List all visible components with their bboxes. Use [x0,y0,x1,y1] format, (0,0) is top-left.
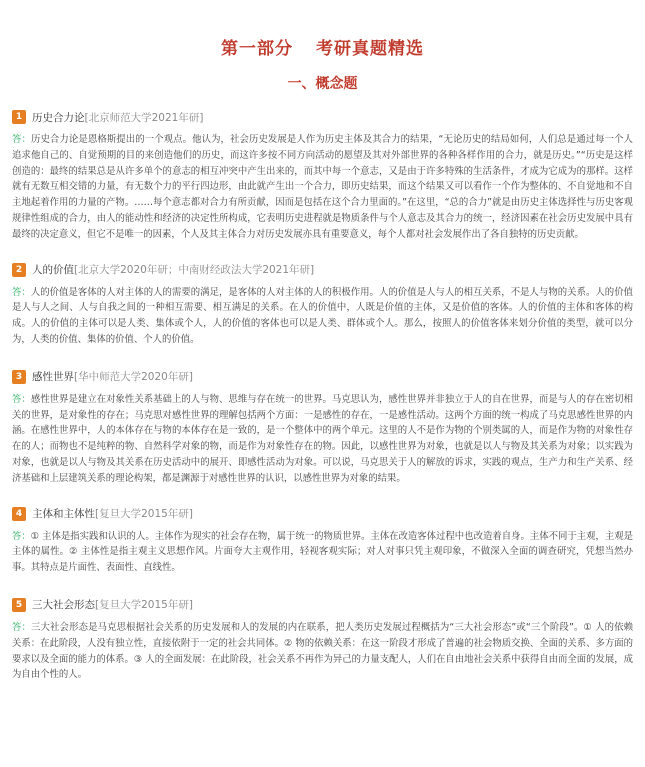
part-name: 考研真题精选 [315,39,424,59]
item-number-badge: 3 [12,370,26,384]
concept-term: 历史合力论 [32,111,85,124]
section-title: 一、概念题 [287,76,358,92]
concept-heading [12,108,633,126]
answer-label: 答： [12,530,31,542]
answer-label: 答： [12,134,31,145]
concept-term: 人的价值 [32,264,74,277]
item-number-badge: 5 [12,598,26,612]
exam-source: [北京大学2020年研；中南财经政法大学2021年研] [74,264,315,277]
concept-term: 三大社会形态 [32,599,95,612]
item-number-badge: 2 [12,263,26,277]
exam-source: [北京师范大学2021年研] [84,111,204,124]
concept-item [12,368,633,487]
answer-text: 三大社会形态是马克思根据社会关系的历史发展和人的发展的内在联系，把人类历史发展过程概括为“三大社会形态”或“三个阶段”。① 人的依赖关系：在此阶段，人没有独立性，直接依附于一定的社会共同体。② 物的依赖关系：在这一阶段才形成了普遍的社会物质交换、全面的关系、多方面的要求以及全面的能力的体系。③ 人的全面发展：在此阶段，社会关系不再作为异己的力量支配人，人们在自由地社会关系中获得自由而全面的发展，成为自由个性的人。 [12,621,633,681]
concept-term: 感性世界 [32,371,74,384]
concept-heading [12,261,633,279]
concept-heading [12,505,633,523]
concept-term: 主体和主体性 [32,508,95,521]
answer-text: 感性世界是建立在对象性关系基础上的人与物、思维与存在统一的世界。马克思认为，感性世界并非独立于人的自在世界，而是与人的存在密切相关的世界，是对象性的存在；马克思对感性世界的理解包括两个方面：一是感性的存在，一是感性活动。这两个方面的统一构成了马克思感性世界的内涵。在感性世界中，人的本体存在与物的本体存在是一致的，是一个整体中的两个单元。这里的人不是作为物的个别类属的人，而是作为物的对象性存在的人；而物也不是纯粹的物、自然科学对象的物，而是作为对象性存在的物。因此，以感性世界为对象，也就是以人与物及其关系为对象；以实践为对象，也就是以人与物及其关系在历史活动中的展开、即感性活动为对象。可以说，马克思关于人的解放的诉求，实践的观点，生产力和生产关系、经济基础和上层建筑关系的理论构架，都是渊源于对感性世界的认识，以感性世界为对象的结果。 [12,393,633,484]
concept-item [12,505,633,576]
concept-heading [12,368,633,386]
concept-item [12,596,633,683]
exam-source: [复旦大学2015年研] [95,599,193,612]
answer-label: 答： [12,621,32,633]
concept-item [12,261,633,348]
page-title [12,0,633,60]
exam-source: [华中师范大学2020年研] [74,371,193,384]
item-number-badge: 1 [12,110,26,124]
answer-text: ① 主体是指实践和认识的人。主体作为现实的社会存在物，属于统一的物质世界。主体在改造客体过程中也改造着自身。主体不同于主观，主观是主体的属性。② 主体性是指主观主义思想作风。片面夸大主观作用，轻视客观实际；对人对事只凭主观印象，不做深入全面的调查研究，凭想当然办事。其特点是片面性、表面性、直线性。 [12,530,633,574]
concept-answer [12,285,633,348]
answer-label: 答： [12,286,31,298]
concept-item [12,108,633,243]
concept-answer [12,620,633,683]
item-number-badge: 4 [12,507,26,521]
answer-label: 答： [12,393,31,405]
exam-source: [复旦大学2015年研] [95,508,193,521]
concept-answer [12,132,633,243]
concept-answer [12,529,633,576]
concept-answer [12,392,633,487]
concept-heading [12,596,633,614]
answer-text: 历史合力论是恩格斯提出的一个观点。他认为，社会历史发展是人作为历史主体及其合力的结果，“无论历史的结局如何，人们总是通过每一个人追求他自己的、自觉预期的目的来创造他们的历史，而这许多按不同方向活动的愿望及其对外部世界的各种各样作用的合力，就是历史。”“历史是这样创造的：最终的结果总是从许多单个的意志的相互冲突中产生出来的，而其中每一个意志，又是由于许多特殊的生活条件，才成为它成为的那样。这样就有无数互相交错的力量，有无数个力的平行四边形，由此就产生出一个合力，即历史结果，而这个结果又可以看作一个作为整体的、不自觉地和不自主地起着作用的力量的产物。……每个意志都对合力有所贡献，因而是包括在这个合力里面的。”在这里，“总的合力”就是由历史主体选择性与历史客观规律性组成的合力，由人的能动性和经济的决定性所构成，它表明历史进程就是物质条件与个人意志及其合力的统一，经济因素在社会历史发展中具有最终的决定意义，但它不是唯一的因素，个人及其主体合力对历史发展亦具有重要意义，每个人都对社会发展作出了各自独特的历史贡献。 [12,134,633,240]
part-label: 第一部分 [221,39,294,59]
answer-text: 人的价值是客体的人对主体的人的需要的满足，是客体的人对主体的人的积极作用。人的价值是人与人的相互关系，不是人与物的关系。人的价值是人与人之间、人与自我之间的一种相互需要、相互满足的关系。在人的价值中，人既是价值的主体，又是价值的客体。人的价值的主体和客体的构成。人的价值的主体可以是人类、集体或个人，人的价值的客体也可以是人类、群体或个人。那么，按照人的价值客体来划分价值的类型，就可以分为，人类的价值、集体的价值、个人的价值。 [12,286,633,345]
